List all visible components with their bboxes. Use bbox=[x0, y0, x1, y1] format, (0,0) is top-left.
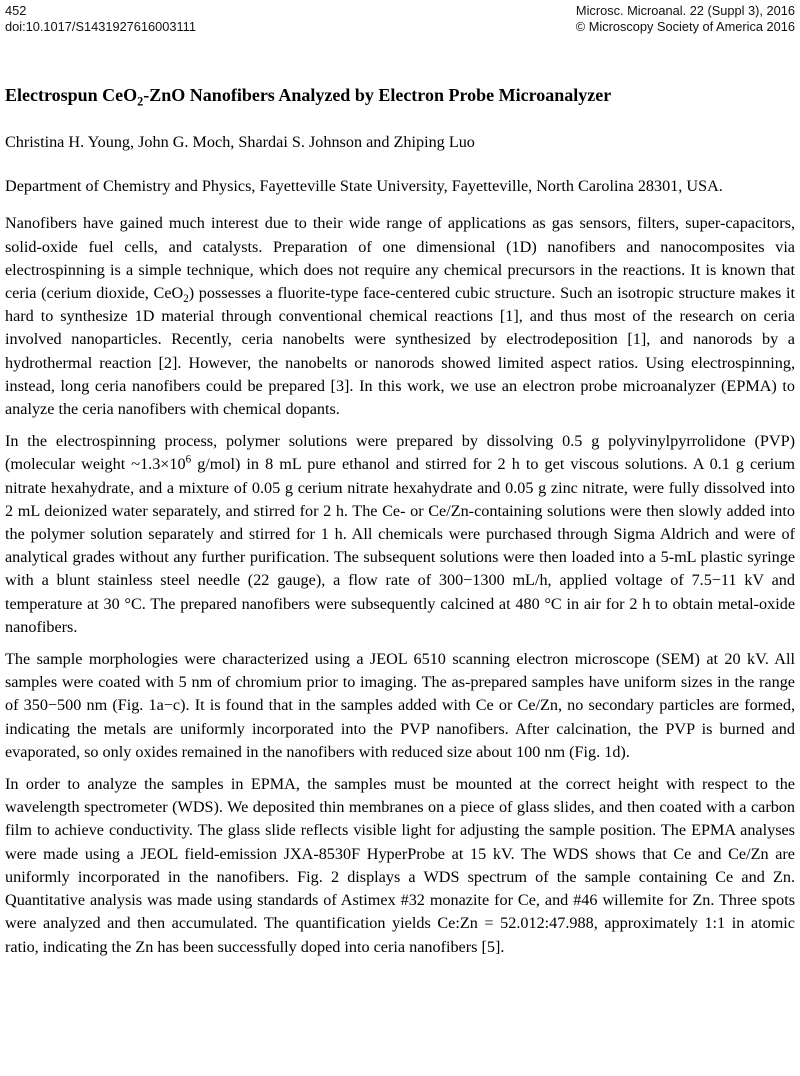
body-paragraph-1: Nanofibers have gained much interest due to their wide range of applications as gas sensors, filters, super-capacitors, solid-oxide fuel cells, and catalysts. Preparation of one dimensional (1D) nanofibers and nanocomposites via electrospinning is a simple technique, which does not require any chemical precursors in the reactions. It is known that ceria (cerium dioxide, CeO$_2$) possesses a fluorite-type face-centered cubic structure. Such an isotropic structure makes it hard to synthesize 1D material through conventional chemical reactions [1], and thus most of the research on ceria involved nanoparticles. Recently, ceria nanobelts were synthesized by electrodeposition [1], and nanorods by a hydrothermal reaction [2]. However, the nanobelts or nanorods showed limited aspect ratios. Using electrospinning, instead, long ceria nanofibers could be prepared [3]. In this work, we use an electron probe microanalyzer (EPMA) to analyze the ceria nanofibers with chemical dopants. bbox=[5, 214, 795, 419]
paper-title: Electrospun CeO$_2$-ZnO Nanofibers Analyzed by Electron Probe Microanalyzer bbox=[5, 85, 612, 109]
body-paragraph-2: In the electrospinning process, polymer solutions were prepared by dissolving 0.5 g polyvinylpyrrolidone (PVP) (molecular weight $\sim 1.3\times 10^6$ g/mol) in 8 mL pure ethanol and stirred for 2 h to get viscous solutions. A 0.1 g cerium nitrate hexahydrate, and a mixture of 0.05 g cerium nitrate hexahydrate and 0.05 g zinc nitrate, were fully dissolved into 2 mL deionized water separately, and stirred for 2 h. The Ce- or Ce/Zn-containing solutions were then slowly added into the polymer solution separately and stirred for 1 h. All chemicals were purchased through Sigma Aldrich and were of analytical grades without any further purification. The subsequent solutions were then loaded into a 5-mL plastic syringe with a blunt stainless steel needle (22 gauge), a flow rate of 300−1300 mL/h, applied voltage of 7.5−11 kV and temperature at 30 °C. The prepared nanofibers were subsequently calcined at 480 °C in air for 2 h to obtain metal-oxide nanofibers. bbox=[5, 432, 795, 636]
header-right bbox=[576, 3, 795, 34]
body-paragraph-4: In order to analyze the samples in EPMA, the samples must be mounted at the correct height with respect to the wavelength spectrometer (WDS). We deposited thin membranes on a piece of glass slides, and then coated with a carbon film to achieve conductivity. The glass slide reflects visible light for adjusting the sample position. The EPMA analyses were made using a JEOL field-emission JXA-8530F HyperProbe at 15 kV. The WDS shows that Ce and Ce/Zn are uniformly incorporated in the nanofibers. Fig. 2 displays a WDS spectrum of the sample containing Ce and Zn. Quantitative analysis was made using standards of Astimex #32 monazite for Ce, and #46 willemite for Zn. Three spots were analyzed and then accumulated. The quantification yields Ce:Zn = 52.012:47.988, approximately 1:1 in atomic ratio, indicating the Zn has been successfully doped into ceria nanofibers [5]. bbox=[5, 775, 795, 956]
doi-text: doi:10.1017/S1431927616003111 bbox=[5, 18, 196, 34]
body-paragraph-3: The sample morphologies were characterized using a JEOL 6510 scanning electron microscope (SEM) at 20 kV. All samples were coated with 5 nm of chromium prior to imaging. The as-prepared samples have uniform sizes in the range of 350−500 nm (Fig. 1a−c). It is found that in the samples added with Ce or Ce/Zn, no secondary particles are formed, indicating the metals are uniformly incorporated into the PVP nanofibers. After calcination, the PVP is burned and evaporated, so only oxides remained in the nanofibers with reduced size about 100 nm (Fig. 1d). bbox=[5, 650, 795, 761]
affiliation: Department of Chemistry and Physics, Fayetteville State University, Fayetteville, North Carolina 28301, USA. bbox=[5, 177, 723, 196]
page-number: 452 bbox=[5, 3, 27, 18]
header-left bbox=[5, 3, 196, 34]
copyright-notice: © Microscopy Society of America 2016 bbox=[575, 18, 795, 34]
journal-citation: Microsc. Microanal. 22 (Suppl 3), 2016 bbox=[575, 3, 795, 18]
page-header bbox=[5, 3, 795, 34]
author-list: Christina H. Young, John G. Moch, Shardai S. Johnson and Zhiping Luo bbox=[5, 133, 475, 151]
